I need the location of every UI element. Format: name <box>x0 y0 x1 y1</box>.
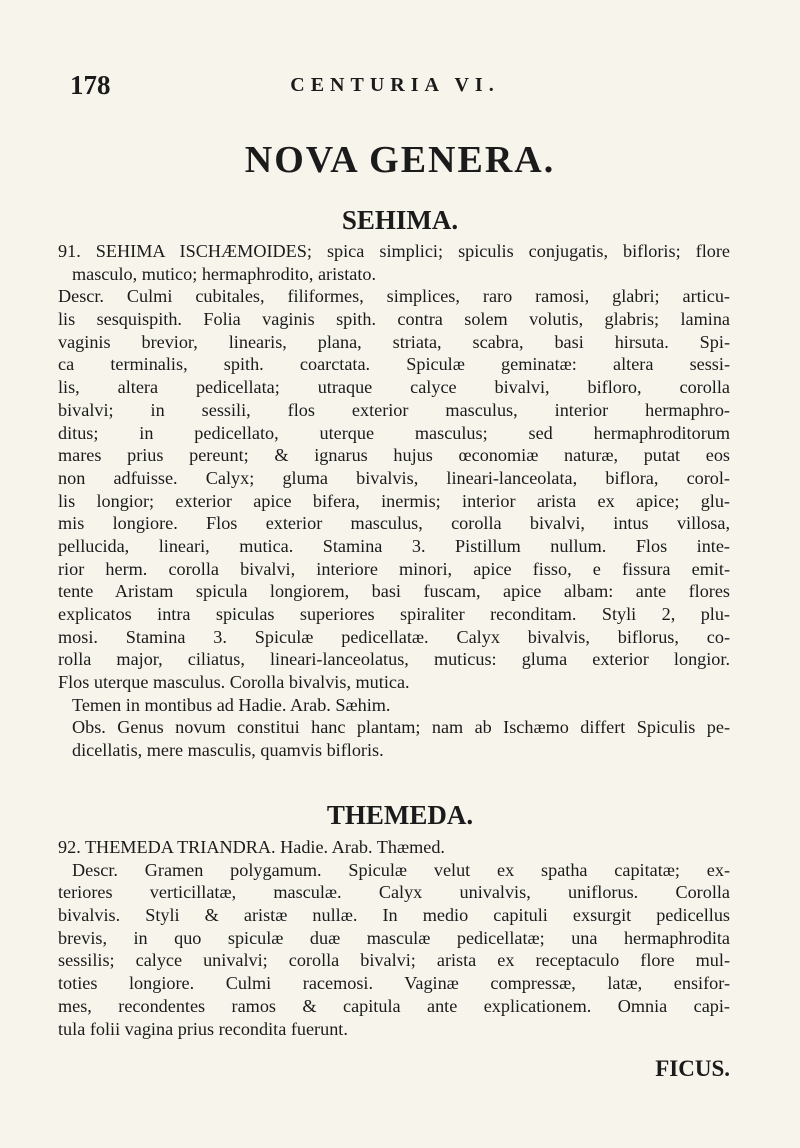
text-line: rolla major, ciliatus, lineari-lanceolatus, muticus: gluma exterior longior. <box>58 649 730 670</box>
text-line: Descr. Culmi cubitales, filiformes, simplices, raro ramosi, glabri; articu- <box>58 286 730 307</box>
text-line: mis longiore. Flos exterior masculus, corolla bivalvi, intus villosa, <box>58 513 730 534</box>
text-line: masculo, mutico; hermaphrodito, aristato. <box>72 263 377 284</box>
text-line: bivalvi; in sessili, flos exterior masculus, interior hermaphro- <box>58 399 730 420</box>
text-line: lis longior; exterior apice bifera, inermis; interior arista ex apice; glu- <box>58 490 730 511</box>
running-head <box>70 70 720 104</box>
text-line: rior herm. corolla bivalvi, interiore minori, apice fisso, e fissura emit- <box>58 558 730 579</box>
text-line: 92. THEMEDA TRIANDRA. Hadie. Arab. Thæmed. <box>58 837 445 857</box>
text-line: mares prius pereunt; & ignarus hujus œconomiæ naturæ, putat eos <box>58 445 730 466</box>
text-line: Descr. Gramen polygamum. Spiculæ velut ex spatha capitatæ; ex- <box>72 859 730 880</box>
text-line: dicellatis, mere masculis, quamvis bifloris. <box>72 740 384 761</box>
themeda-description <box>58 836 730 1040</box>
text-line: Flos uterque masculus. Corolla bivalvis, mutica. <box>58 672 410 693</box>
genus-title-themeda: THEMEDA. <box>326 800 474 830</box>
section-title: NOVA GENERA. <box>244 139 556 181</box>
text-line: mosi. Stamina 3. Spiculæ pedicellatæ. Calyx bivalvis, biflorus, co- <box>58 626 730 647</box>
text-line: vaginis brevior, linearis, plana, striata, scabra, basi hirsuta. Spi- <box>58 331 730 352</box>
text-line: non adfuisse. Calyx; gluma bivalvis, lineari-lanceolata, biflora, corol- <box>58 467 730 488</box>
text-line: ca terminalis, spith. coarctata. Spiculæ geminatæ: altera sessi- <box>58 354 730 375</box>
text-line: sessilis; calyce univalvi; corolla bivalvi; arista ex receptaculo flore mul- <box>58 950 730 971</box>
text-line: lis, altera pedicellata; utraque calyce bivalvi, bifloro, corolla <box>58 377 730 398</box>
text-line: lis sesquispith. Folia vaginis spith. contra solem volutis, glabris; lamina <box>58 309 730 330</box>
text-line: explicatos intra spiculas superiores spiraliter reconditam. Styli 2, plu- <box>58 604 730 625</box>
sehima-description <box>58 240 730 762</box>
text-line: mes, recondentes ramos & capitula ante explicationem. Omnia capi- <box>58 995 730 1016</box>
catchword: FICUS. <box>655 1056 730 1081</box>
genus-title-sehima: SEHIMA. <box>341 205 459 235</box>
text-line: bivalvis. Styli & aristæ nullæ. In medio capituli exsurgit pedicellus <box>58 905 730 926</box>
text-line: teriores verticillatæ, masculæ. Calyx univalvis, uniflorus. Corolla <box>58 882 730 903</box>
text-line: Temen in montibus ad Hadie. Arab. Sæhim. <box>72 694 391 715</box>
text-line: tula folii vagina prius recondita fuerunt. <box>58 1018 348 1039</box>
text-line: Obs. Genus novum constitui hanc plantam; nam ab Ischæmo differt Spiculis pe- <box>72 717 730 738</box>
text-line: brevis, in quo spiculæ duæ masculæ pedicellatæ; una hermaphrodita <box>58 927 730 948</box>
text-line: pellucida, lineari, mutica. Stamina 3. Pistillum nullum. Flos inte- <box>58 535 730 556</box>
text-line: tente Aristam spicula longiorem, basi fuscam, apice albam: ante flores <box>58 581 730 602</box>
text-line: ditus; in pedicellato, uterque masculus; sed hermaphroditorum <box>58 422 730 443</box>
text-line: toties longiore. Culmi racemosi. Vaginæ compressæ, latæ, ensifor- <box>58 973 730 994</box>
page-number: 178 <box>70 70 111 100</box>
text-line: 91. SEHIMA ISCHÆMOIDES; spica simplici; spiculis conjugatis, bifloris; flore <box>58 241 730 261</box>
running-title: CENTURIA VI. <box>290 74 500 96</box>
